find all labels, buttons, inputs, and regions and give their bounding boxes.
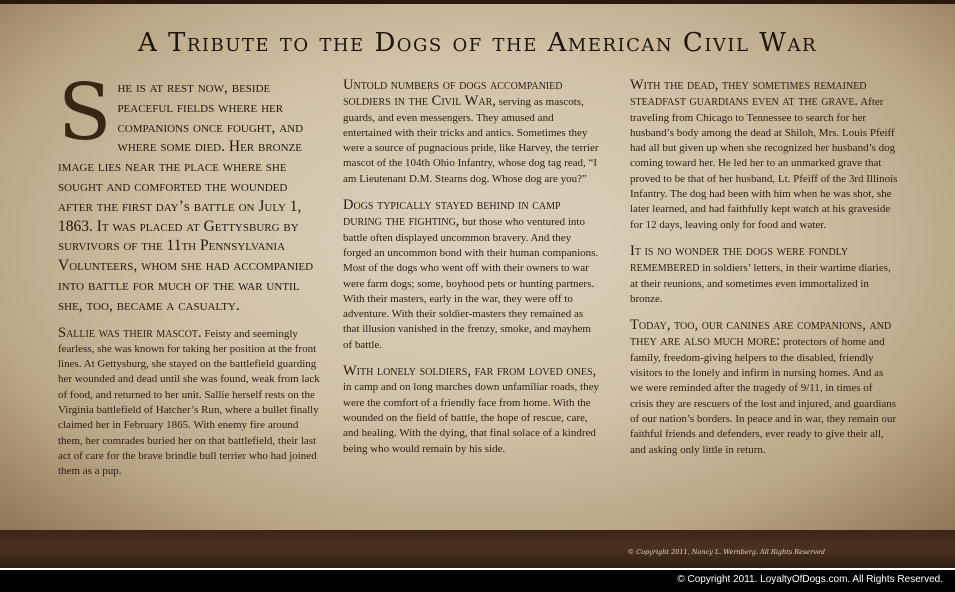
paragraph [343, 78, 601, 187]
column-3 [630, 78, 898, 469]
intro-paragraph [58, 68, 320, 316]
paragraph-lead: With lonely soldiers, far from loved ones, [343, 363, 597, 380]
paragraph-lead: It is no wonder the dogs were fondly remembered [630, 242, 849, 276]
paragraph-body: but those who ventured into battle often displayed uncommon bravery. And they forged an uncommon bond with their human companions. Most of the dogs who went off with their owners to war were farm dogs; some, boyhood pets or hunting partners. With their masters, early in the war, they were off to adventure. With their soldier-masters they remained as that illusion vanished in the frenzy, smoke, and mayhem of battle. [343, 216, 599, 351]
paragraph-body: After traveling from Chicago to Tennessee to search for her husband’s body among the dead at Shiloh, Mrs. Louis Pfeiff had all but given up when she recognized her husband’s dog coming toward her. He led her to an unmarked grave that proved to be that of her husband, Lt. Pfeiff of the 3rd Illinois Infantry. The dog had been with him when he was shot, she later learned, and had faithfully kept watch at his graveside for 12 days, leaving only for food and water. [630, 96, 898, 231]
paragraph-lead: Untold numbers of dogs accompanied soldiers in the Civil War, [343, 77, 563, 110]
paragraph-lead: Dogs typically stayed behind in camp during the fighting, [343, 197, 561, 230]
paragraph-lead: Today, too, our canines are companions, and they are also much more: [630, 317, 892, 350]
paragraph-body: in camp and on long marches down unfamiliar roads, they were the comfort of a friendly face from home. With the wounded on the field of battle, the hope of rescue, care, and healing. With the dying, that final solace of a kindred being who would remain by his side. [343, 381, 599, 455]
intro-text: he is at rest now, beside peaceful fields where her companions once fought, and where some died. Her bronze image lies near the place where she sought and comforted the wounded after the first day’s battle on July 1, 1863. It was placed at Gettysburg by survivors of the 11th Pennsylvania Volunteers, whom she had accompanied into battle for much of the war until she, too, became a casualty. [58, 79, 314, 314]
author-copyright: © Copyright 2011, Nancy L. Wernberg. All Rights Reserved [627, 548, 825, 556]
column-2 [343, 78, 601, 468]
paragraph-body: in soldiers’ letters, in their wartime diaries, at their reunions, and sometimes even immortalized in bronze. [630, 262, 891, 305]
paragraph [58, 326, 320, 480]
paragraph-lead: Sallie was their mascot. [58, 324, 202, 341]
paragraph-body: serving as mascots, guards, and even messengers. They amused and entertained with their tricks and antics. Sometimes they were a source of pugnacious pride, like Harvey, the terrier mascot of the 104th Ohio Infantry, whose dog tag read, “I am Lieutenant D.M. Stearns dog. Whose dog are you?” [343, 96, 599, 185]
site-copyright: © Copyright 2011. LoyaltyOfDogs.com. All Rights Reserved. [677, 574, 943, 585]
paragraph [343, 198, 601, 353]
paragraph-body: Feisty and seemingly fearless, she was known for taking her position at the front lines. At Gettysburg, she stayed on the battlefield guarding her wounded and dead until she was found, weak from lack of food, and returned to her unit. Sallie herself rests on the Virginia battlefield of Hatcher’s Run, where a bullet finally claimed her in February 1865. With enemy fire around them, her comrades buried her on that battlefield, their last act of care for the brave brindle bull terrier who had joined them as a pup. [58, 327, 320, 478]
drop-cap: S [58, 68, 112, 158]
paragraph [343, 364, 601, 457]
tribute-panel [0, 4, 955, 530]
paragraph [630, 244, 898, 307]
paragraph-lead: With the dead, they sometimes remained steadfast guardians even at the grave. [630, 77, 867, 110]
column-1 [58, 68, 320, 491]
paragraph [630, 318, 898, 458]
page-title: A Tribute to the Dogs of the American Civil War [137, 28, 818, 58]
footer-band [0, 530, 955, 568]
bottom-bar [0, 570, 955, 592]
paragraph-body: protectors of home and family, freedom-giving helpers to the disabled, friendly visitors to the lonely and infirm in nursing homes. And as we were reminded after the tragedy of 9/11, in times of crisis they are rescuers of the lost and injured, and guardians of our nation’s borders. In peace and in war, they remain our faithful friends and defenders, ever ready to give their all, and asking only little in return. [630, 336, 897, 456]
paragraph [630, 78, 898, 233]
